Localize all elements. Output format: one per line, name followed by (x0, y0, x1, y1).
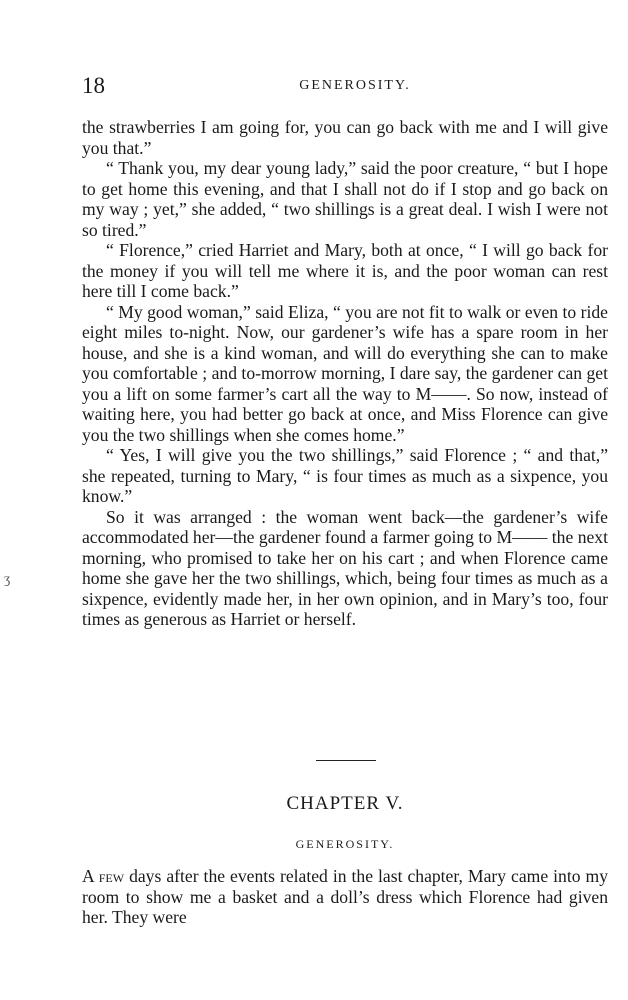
paragraph: the strawberries I am going for, you can go back with me and I will give you that.” (82, 117, 608, 158)
page-number: 18 (82, 73, 105, 98)
paragraph: “ Thank you, my dear young lady,” said the poor creature, “ but I hope to get home this evening, and that I shall not do if I stop and go back on my way ; yet,” she added, “ two shillings is a great deal. I wish I were not so tired.” (82, 158, 608, 240)
running-head: GENEROSITY. (299, 78, 411, 93)
chapter-title: CHAPTER V. (286, 793, 404, 814)
opening-rest: days after the events related in the last chapter, Mary came into my room to show me a basket and a doll’s dress which Florence had given her. They were (82, 866, 608, 927)
chapter-opening-paragraph (82, 866, 608, 928)
paragraph: “ Florence,” cried Harriet and Mary, both at once, “ I will go back for the money if you will tell me where it is, and the poor woman can rest here till I come back.” (82, 240, 608, 301)
page-header (82, 72, 608, 102)
paragraph: So it was arranged : the woman went back—the gardener’s wife accommodated her—the gardener found a farmer going to M—— the next morning, who promised to take her on his cart ; and when Florence came home she gave her the two shillings, which, being four times as much as a sixpence, evidently made her, in her own opinion, and in Mary’s too, four times as generous as Harriet or herself. (82, 506, 608, 629)
chapter-subtitle: GENEROSITY. (295, 837, 395, 851)
paragraph: “ Yes, I will give you the two shillings,” said Florence ; “ and that,” she repeated, turning to Mary, “ is four times as much as a sixpence, you know.” (82, 445, 608, 506)
margin-mark: ʒ (4, 572, 11, 587)
body-text (82, 117, 608, 630)
section-divider (316, 760, 376, 761)
opening-smallcaps: A few (82, 866, 125, 886)
paragraph: “ My good woman,” said Eliza, “ you are not fit to walk or even to ride eight miles to-night. Now, our gardener’s wife has a spare room in her house, and she is a kind woman, and will do everything she can to make you comfortable ; and to-morrow morning, I dare say, the gardener can get you a lift on some farmer’s cart all the way to M——. So now, instead of waiting here, you had better go back at once, and Miss Florence can give you the two shillings when she comes home.” (82, 301, 608, 445)
chapter-text (82, 866, 608, 928)
